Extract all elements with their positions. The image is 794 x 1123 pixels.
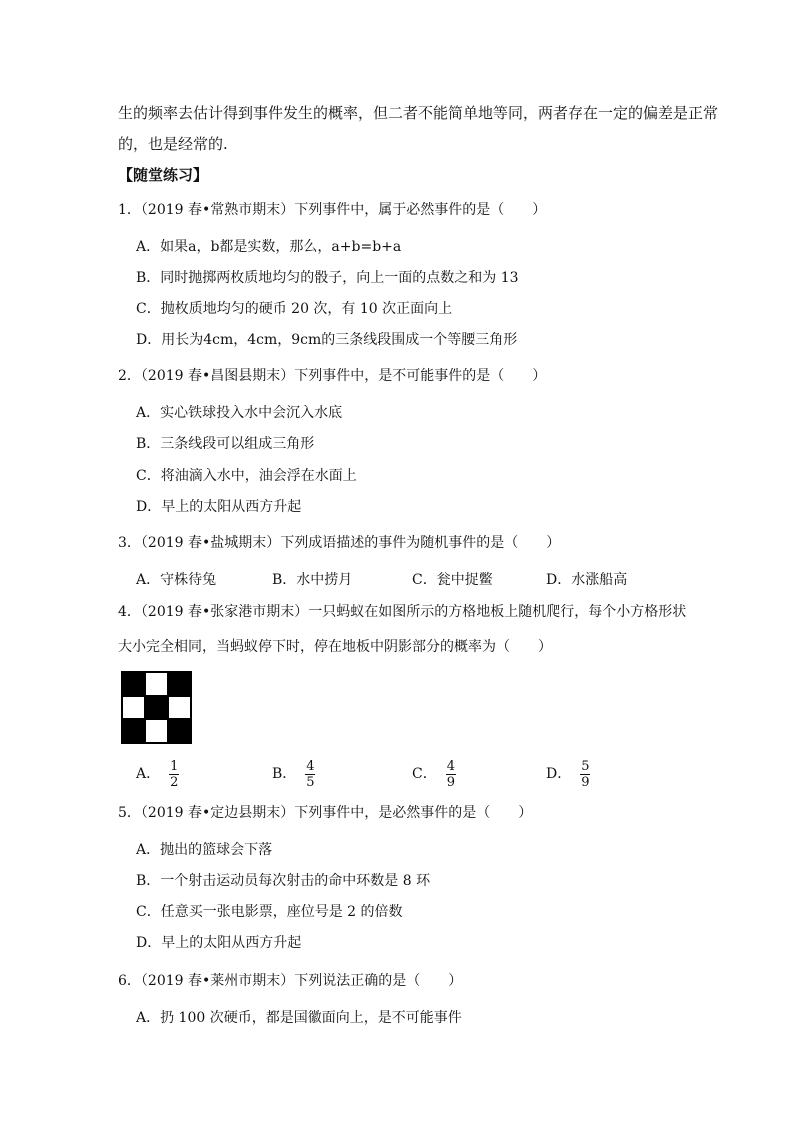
question-4-option-d xyxy=(546,756,592,792)
fraction xyxy=(304,759,316,790)
blank-cell xyxy=(168,696,191,720)
shaded-cell xyxy=(168,719,191,743)
fraction xyxy=(579,759,591,790)
question-4-option-c xyxy=(412,756,457,792)
question-2-stem: 2．（2019 春•昌图县期末）下列事件中，是不可能事件的是（ ） xyxy=(118,368,547,384)
blank-cell xyxy=(145,672,168,696)
fraction-numerator: 5 xyxy=(581,758,590,774)
option-label: D． xyxy=(546,766,572,782)
shaded-cell xyxy=(122,719,145,743)
question-4-options xyxy=(136,756,656,792)
fraction-numerator: 1 xyxy=(170,758,179,774)
question-4-checkerboard-figure xyxy=(121,671,192,744)
question-4-stem-line-1: 4．（2019 春•张家港市期末）一只蚂蚁在如图所示的方格地板上随机爬行，每个小方格形状 xyxy=(118,604,687,620)
fraction-denominator: 2 xyxy=(170,774,179,790)
option-label: C． xyxy=(412,766,437,782)
question-3-option-d: D．水涨船高 xyxy=(546,572,628,588)
fraction-denominator: 9 xyxy=(446,774,455,790)
question-3-options xyxy=(136,570,656,592)
section-heading: 【随堂练习】 xyxy=(118,166,209,184)
fraction-denominator: 5 xyxy=(306,774,315,790)
question-5-option-a: A．抛出的篮球会下落 xyxy=(136,842,273,858)
question-5-option-b: B．一个射击运动员每次射击的命中环数是 8 环 xyxy=(136,873,431,889)
fraction xyxy=(168,759,180,790)
question-3-stem: 3．（2019 春•盐城期末）下列成语描述的事件为随机事件的是（ ） xyxy=(118,535,561,551)
question-2-option-b: B．三条线段可以组成三角形 xyxy=(136,436,315,452)
question-1-option-a: A．如果a，b都是实数，那么，a+b=b+a xyxy=(136,239,402,255)
question-5-option-c: C．任意买一张电影票，座位号是 2 的倍数 xyxy=(136,904,403,920)
question-2-option-a: A．实心铁球投入水中会沉入水底 xyxy=(136,405,343,421)
intro-line-2: 的，也是经常的. xyxy=(118,135,228,153)
intro-line-1: 生的频率去估计得到事件发生的概率，但二者不能简单地等同，两者存在一定的偏差是正常 xyxy=(118,104,719,122)
question-1-option-d: D．用长为4cm，4cm，9cm的三条线段围成一个等腰三角形 xyxy=(136,332,518,348)
question-6-option-a: A．扔 100 次硬币，都是国徽面向上，是不可能事件 xyxy=(136,1010,462,1026)
question-5-option-d: D．早上的太阳从西方升起 xyxy=(136,935,302,951)
fraction xyxy=(445,759,457,790)
option-label: A． xyxy=(136,766,161,782)
option-label: B． xyxy=(272,766,297,782)
shaded-cell xyxy=(168,672,191,696)
question-1-option-c: C．抛枚质地均匀的硬币 20 次，有 10 次正面向上 xyxy=(136,301,453,317)
question-4-option-b xyxy=(272,756,317,792)
question-1-stem: 1．（2019 春•常熟市期末）下列事件中，属于必然事件的是（ ） xyxy=(118,202,547,218)
blank-cell xyxy=(145,719,168,743)
question-2-option-d: D．早上的太阳从西方升起 xyxy=(136,499,302,515)
fraction-numerator: 4 xyxy=(446,758,455,774)
question-3-option-c: C．瓮中捉鳖 xyxy=(412,572,493,588)
question-3-option-b: B．水中捞月 xyxy=(272,572,353,588)
question-2-option-c: C．将油滴入水中，油会浮在水面上 xyxy=(136,468,357,484)
question-5-stem: 5．（2019 春•定边县期末）下列事件中，是必然事件的是（ ） xyxy=(118,805,533,821)
fraction-numerator: 4 xyxy=(306,758,315,774)
question-1-option-b: B．同时抛掷两枚质地均匀的骰子，向上一面的点数之和为 13 xyxy=(136,270,519,286)
fraction-denominator: 9 xyxy=(581,774,590,790)
question-4-stem-line-2: 大小完全相同，当蚂蚁停下时，停在地板中阴影部分的概率为（ ） xyxy=(118,639,552,655)
shaded-cell xyxy=(122,672,145,696)
question-3-option-a: A．守株待兔 xyxy=(136,572,217,588)
question-6-stem: 6．（2019 春•莱州市期末）下列说法正确的是（ ） xyxy=(118,973,463,989)
blank-cell xyxy=(122,696,145,720)
question-4-option-a xyxy=(136,756,180,792)
shaded-cell xyxy=(145,696,168,720)
